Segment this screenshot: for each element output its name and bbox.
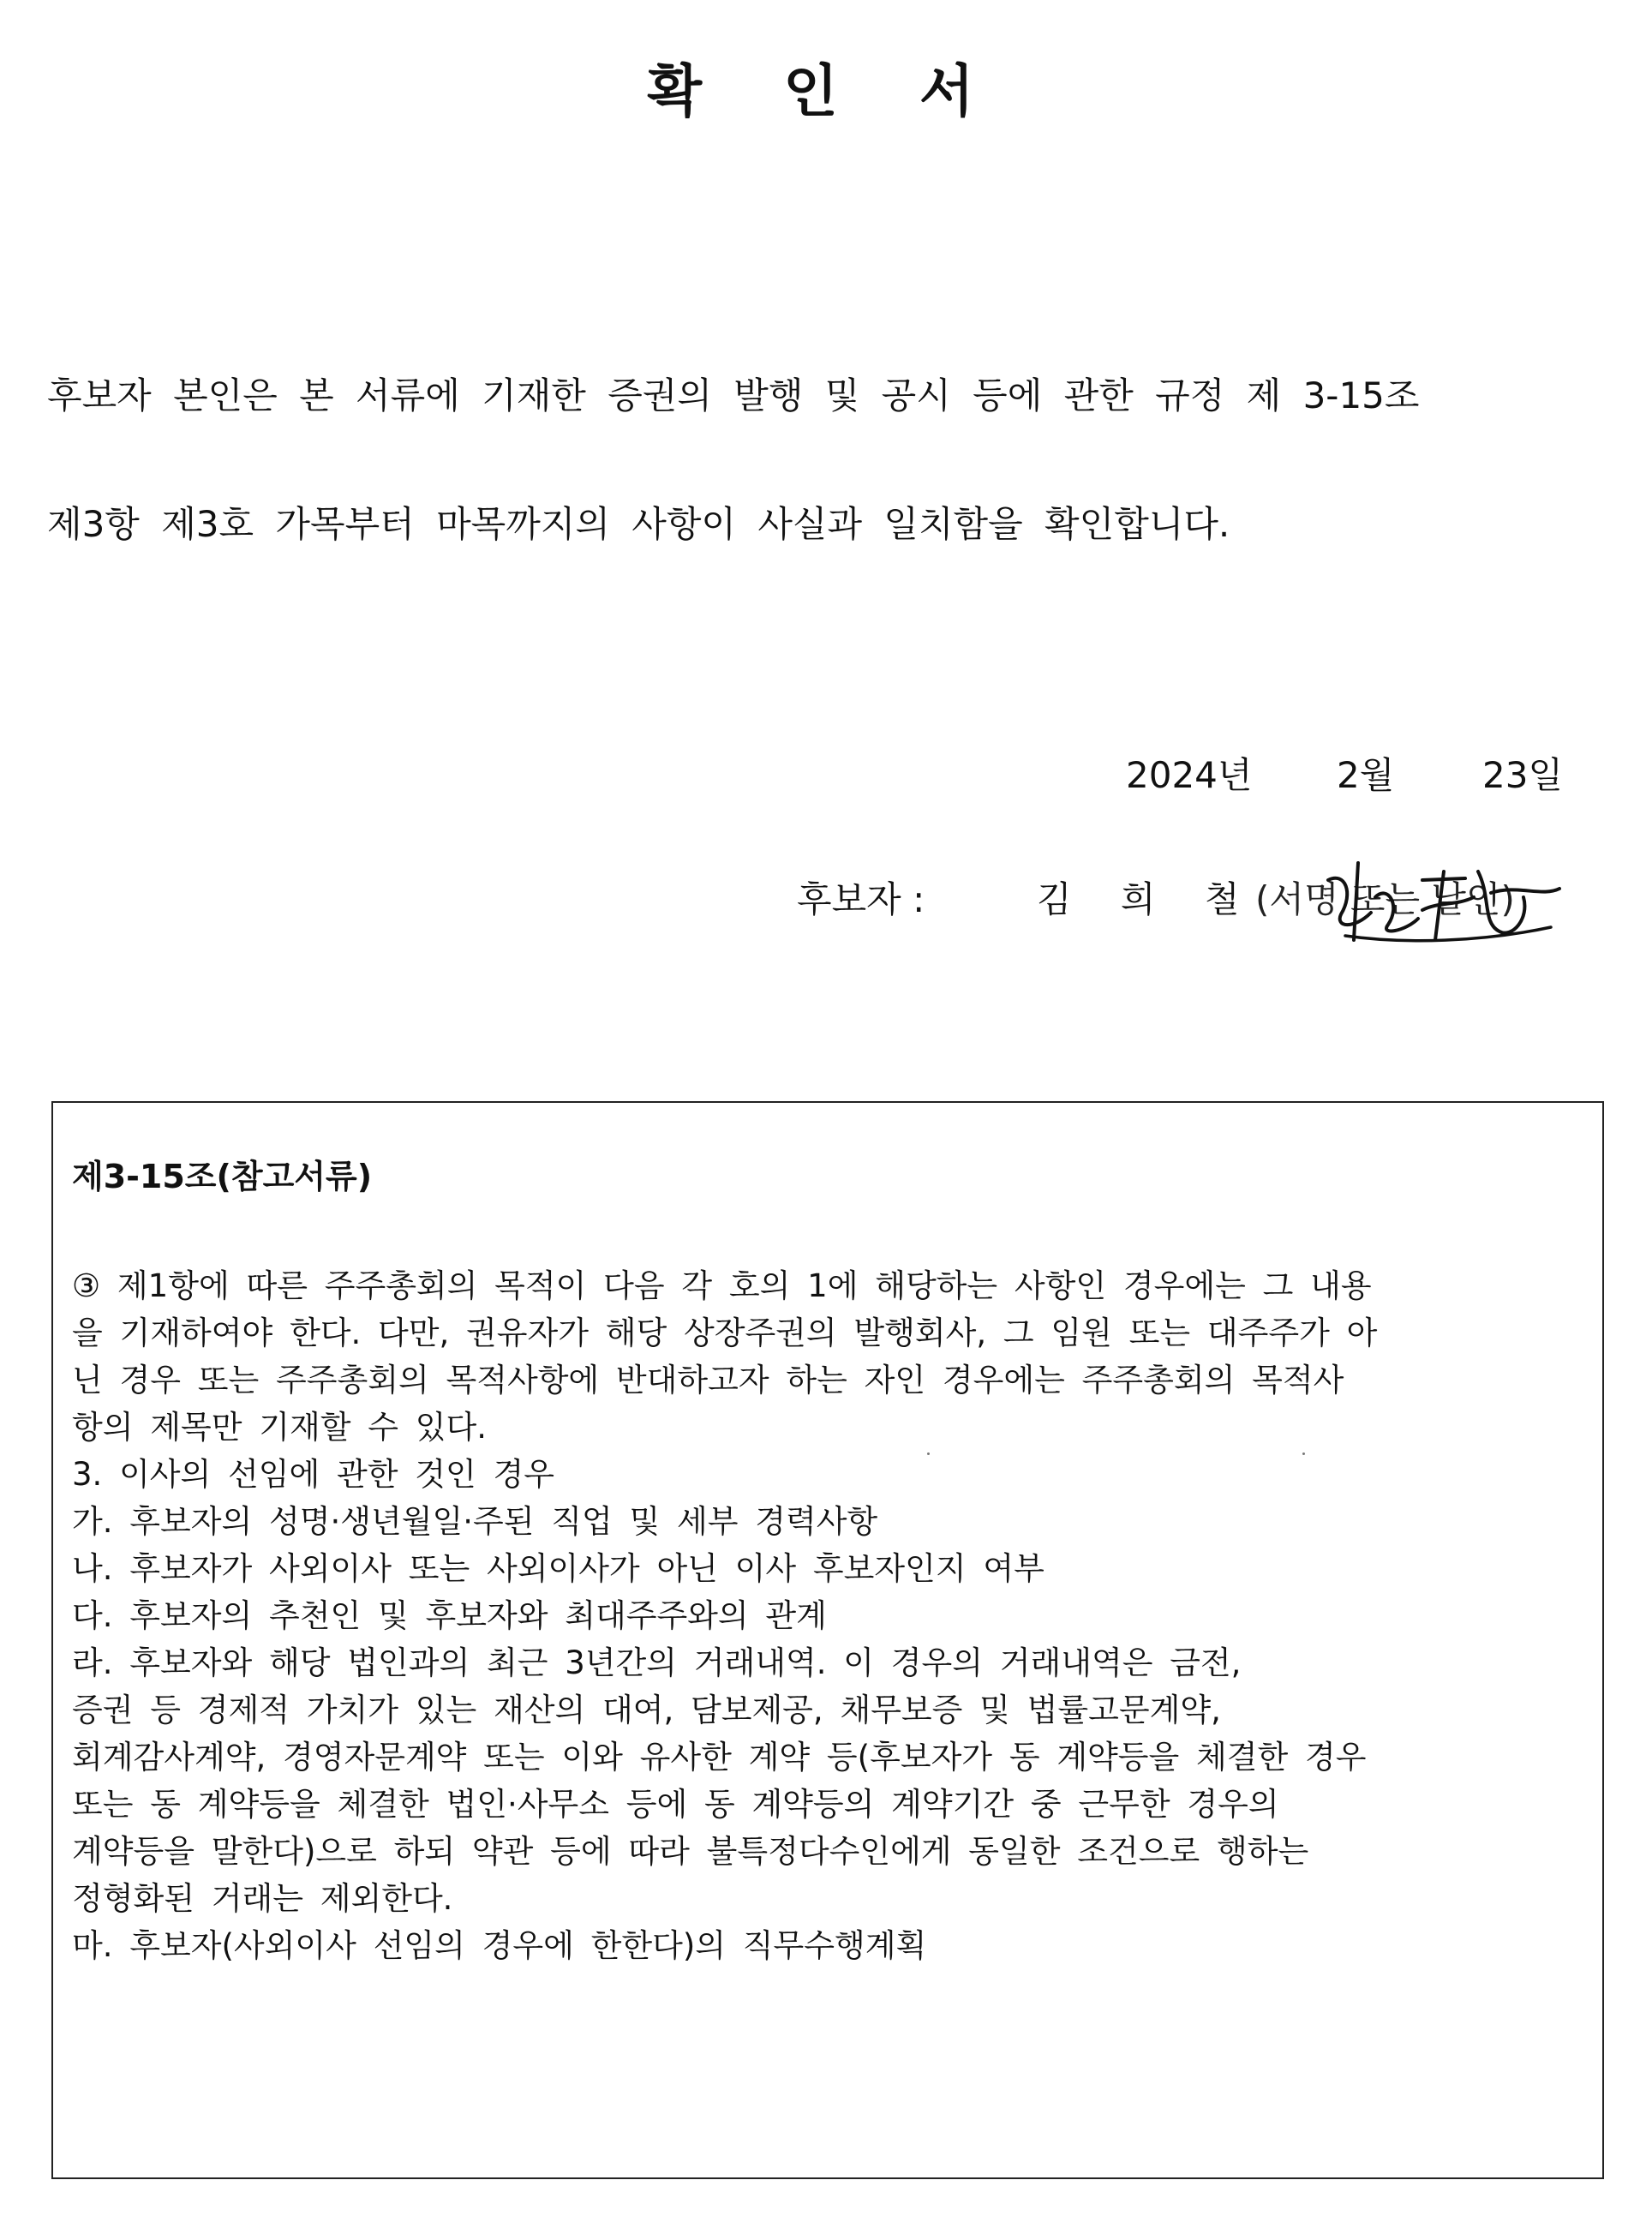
signer-label: 후보자 : — [797, 878, 925, 920]
seal-note: (서명 또는 날인) — [1255, 878, 1515, 920]
date-day: 23일 — [1482, 754, 1564, 796]
reference-line: 증권 등 경제적 가치가 있는 재산의 대여, 담보제공, 채무보증 및 법률고문계약, — [72, 1692, 1221, 1728]
date — [1114, 746, 1577, 806]
reference-line: 마. 후보자(사외이사 선임의 경우에 한한다)의 직무수행계획 — [72, 1927, 927, 1964]
reference-line: 회계감사계약, 경영자문계약 또는 이와 유사한 계약 등(후보자가 동 계약등을 체결한 경우 — [72, 1739, 1367, 1776]
date-month: 2월 — [1337, 754, 1395, 796]
reference-line: ③ 제1항에 따른 주주총회의 목적이 다음 각 호의 1에 해당하는 사항인 경우에는 그 내용 — [72, 1267, 1372, 1304]
reference-line: 항의 제목만 기재할 수 있다. — [72, 1409, 487, 1446]
document-title: 확 인 서 — [647, 58, 1005, 124]
signer-name: 김 희 철 — [1037, 878, 1259, 920]
reference-line: 또는 동 계약등을 체결한 법인·사무소 등에 동 계약등의 계약기간 중 근무한 경우의 — [72, 1786, 1279, 1823]
reference-regulation-box — [51, 1101, 1604, 2179]
scan-speck — [1302, 1452, 1305, 1455]
signer-block — [788, 870, 1577, 964]
reference-line: 라. 후보자와 해당 법인과의 최근 3년간의 거래내역. 이 경우의 거래내역은 금전, — [72, 1644, 1242, 1681]
reference-line: 계약등을 말한다)으로 하되 약관 등에 따라 불특정다수인에게 동일한 조건으로 행하는 — [72, 1833, 1309, 1870]
reference-line: 다. 후보자의 추천인 및 후보자와 최대주주와의 관계 — [72, 1597, 827, 1634]
scan-speck — [927, 1452, 930, 1455]
reference-line: 3. 이사의 선임에 관한 것인 경우 — [72, 1456, 555, 1493]
date-year: 2024년 — [1126, 754, 1253, 796]
reference-line: 정형화된 거래는 제외한다. — [72, 1880, 453, 1917]
reference-line: 나. 후보자가 사외이사 또는 사외이사가 아닌 이사 후보자인지 여부 — [72, 1550, 1044, 1587]
reference-line: 닌 경우 또는 주주총회의 목적사항에 반대하고자 하는 자인 경우에는 주주총회의 목적사 — [72, 1362, 1344, 1398]
confirmation-statement-line-2: 제3항 제3호 가목부터 마목까지의 사항이 사실과 일치함을 확인합니다. — [47, 503, 1230, 545]
reference-title: 제3-15조(참고서류) — [72, 1158, 373, 1195]
handwritten-signature — [1294, 846, 1577, 957]
reference-line: 가. 후보자의 성명·생년월일·주된 직업 및 세부 경력사항 — [72, 1503, 878, 1540]
reference-line: 을 기재하여야 한다. 다만, 권유자가 해당 상장주권의 발행회사, 그 임원 또는 대주주가 아 — [72, 1315, 1378, 1351]
confirmation-statement-line-1: 후보자 본인은 본 서류에 기재한 증권의 발행 및 공시 등에 관한 규정 제 3-15조 — [47, 374, 1420, 416]
